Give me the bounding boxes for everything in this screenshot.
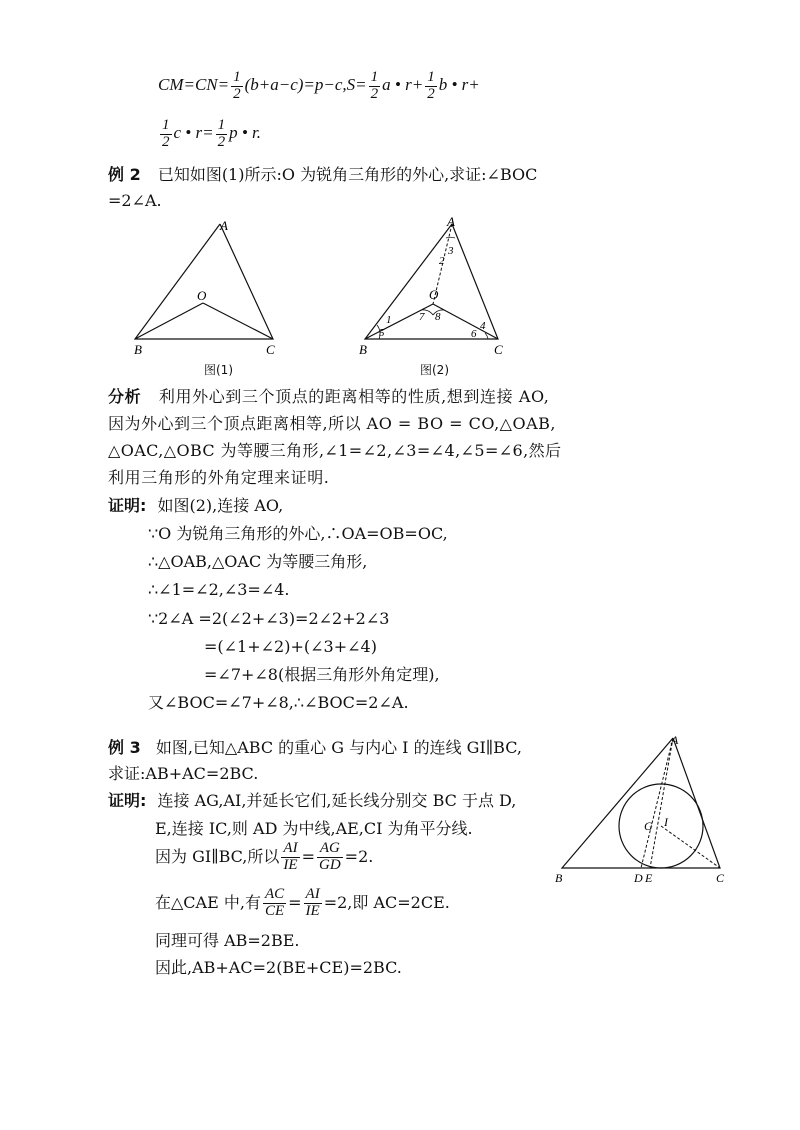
angle-1: 1 <box>386 314 392 326</box>
figure-3 <box>550 728 740 888</box>
example2-statement-cont: =2∠A. <box>108 191 162 210</box>
proof-text: 如图(2),连接 AO, <box>157 496 284 515</box>
formula-segment: b • r+ <box>438 75 480 95</box>
angle-4: 4 <box>480 320 486 332</box>
label-g: G <box>644 819 653 833</box>
angle-7: 7 <box>419 311 425 323</box>
fraction-ac-ce: $\frac{AC}{CE}$ <box>264 886 285 919</box>
ex3-proof-line-6: 因此,AB+AC=2(BE+CE)=2BC. <box>155 958 402 977</box>
analysis-line-2: 因为外心到三个顶点距离相等,所以 AO = BO = CO,△OAB, <box>108 414 557 433</box>
example-label: 例 2 <box>108 165 141 184</box>
ex3-proof-line-4 <box>155 887 450 920</box>
example2-heading <box>108 167 537 183</box>
label-o: O <box>429 287 439 302</box>
figure-2 <box>355 212 515 382</box>
label-c: C <box>494 342 503 357</box>
proof-line-6: =(∠1+∠2)+(∠3+∠4) <box>204 637 377 656</box>
proof-text: =2,即 AC=2CE. <box>323 892 450 912</box>
label-b: B <box>134 342 142 357</box>
label-c: C <box>266 342 275 357</box>
proof-line-2: ∵O 为锐角三角形的外心,∴OA=OB=OC, <box>148 524 448 543</box>
fraction-ai-ie: $\frac{AI}{IE}$ <box>283 840 298 873</box>
equals-sign: = <box>301 846 315 866</box>
figure-1 <box>120 212 290 382</box>
proof-line-5: ∵2∠A =2(∠2+∠3)=2∠2+2∠3 <box>148 609 390 628</box>
figure-2-caption: 图(2) <box>420 363 449 377</box>
label-c: C <box>716 871 725 885</box>
label-e: E <box>645 871 653 885</box>
analysis-line-1 <box>108 389 549 405</box>
label-o: O <box>197 288 207 303</box>
label-a: A <box>447 214 455 229</box>
proof-line-3: ∴△OAB,△OAC 为等腰三角形, <box>148 552 368 571</box>
formula-segment: c • r= <box>173 123 214 143</box>
label-a: A <box>671 733 679 747</box>
proof-text: 连接 AG,AI,并延长它们,延长线分别交 BC 于点 D, <box>157 791 517 810</box>
label-i: I <box>664 815 668 829</box>
equals-sign: = <box>288 892 302 912</box>
analysis-label: 分析 <box>108 387 142 406</box>
label-a: A <box>220 218 228 233</box>
ex3-proof-line-1 <box>108 793 516 809</box>
figure-1-caption: 图(1) <box>204 363 233 377</box>
example3-heading <box>108 740 522 756</box>
fraction-ai-ie: $\frac{AI}{IE}$ <box>305 886 320 919</box>
proof-text: 在△CAE 中,有 <box>155 892 261 912</box>
angle-2: 2 <box>439 255 445 267</box>
formula-segment: p • r. <box>229 123 262 143</box>
fraction-half: $\frac{1}{2}$ <box>233 69 241 102</box>
formula-line-1 <box>158 70 480 103</box>
formula-line-2 <box>158 118 261 151</box>
analysis-text: 利用外心到三个顶点的距离相等的性质,想到连接 AO, <box>158 387 550 406</box>
label-d: D <box>634 871 643 885</box>
angle-6: 6 <box>471 328 477 340</box>
example-statement: 已知如图(1)所示:O 为锐角三角形的外心,求证:∠BOC <box>157 165 538 184</box>
proof-line-4: ∴∠1=∠2,∠3=∠4. <box>148 580 290 599</box>
example3-statement-cont: 求证:AB+AC=2BC. <box>108 764 259 783</box>
angle-8: 8 <box>435 311 441 323</box>
fraction-half: $\frac{1}{2}$ <box>162 117 170 150</box>
angle-3: 3 <box>448 245 454 257</box>
angle-5: 5 <box>379 327 385 339</box>
proof-text: 因为 GI∥BC,所以 <box>155 846 280 866</box>
analysis-line-4: 利用三角形的外角定理来证明. <box>108 468 330 487</box>
example-label: 例 3 <box>108 738 141 757</box>
ex3-proof-line-5: 同理可得 AB=2BE. <box>155 931 300 950</box>
proof-label: 证明: <box>108 496 147 515</box>
formula-segment: (b+a−c)=p−c,S= <box>244 75 367 95</box>
proof-line-1 <box>108 498 283 514</box>
proof-line-8: 又∠BOC=∠7+∠8,∴∠BOC=2∠A. <box>148 693 409 712</box>
fraction-half: $\frac{1}{2}$ <box>370 69 379 102</box>
fraction-half: $\frac{1}{2}$ <box>217 117 226 150</box>
formula-segment: CM=CN= <box>158 75 230 95</box>
fraction-ag-gd: $\frac{AG}{GD}$ <box>318 840 341 873</box>
formula-segment: a • r+ <box>382 75 424 95</box>
proof-text: =2. <box>344 846 374 866</box>
ex3-proof-line-3 <box>155 841 373 874</box>
label-b: B <box>359 342 367 357</box>
ex3-proof-line-2: E,连接 IC,则 AD 为中线,AE,CI 为角平分线. <box>155 819 473 838</box>
fraction-half: $\frac{1}{2}$ <box>427 69 435 102</box>
analysis-line-3: △OAC,△OBC 为等腰三角形,∠1=∠2,∠3=∠4,∠5=∠6,然后 <box>108 441 562 460</box>
proof-label: 证明: <box>108 791 147 810</box>
label-b: B <box>555 871 563 885</box>
proof-line-7: =∠7+∠8(根据三角形外角定理), <box>204 665 440 684</box>
example-statement: 如图,已知△ABC 的重心 G 与内心 I 的连线 GI∥BC, <box>155 738 522 757</box>
